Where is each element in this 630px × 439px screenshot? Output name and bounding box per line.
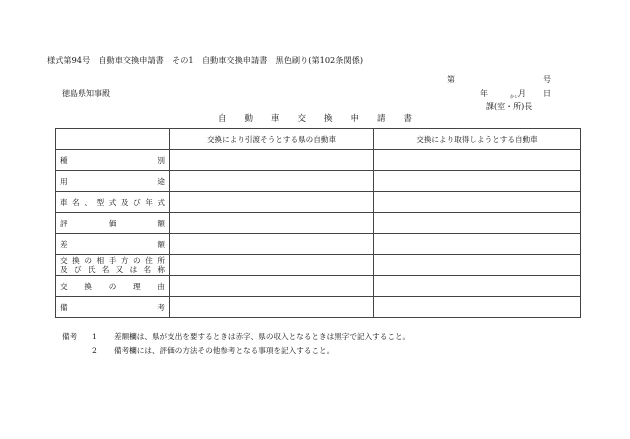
row-label-model: 車名、型式及び年式	[56, 192, 170, 213]
row-label-difference: 差額	[56, 234, 170, 255]
input-cell-acquire[interactable]	[374, 213, 581, 234]
input-cell-transfer[interactable]	[170, 150, 374, 171]
input-cell-transfer[interactable]	[170, 234, 374, 255]
input-cell-acquire[interactable]	[374, 276, 581, 297]
document-title: 自動車交換申請書	[218, 114, 431, 124]
header-vehicle-to-acquire: 交換により取得しようとする自動車	[374, 129, 581, 150]
table-header-row	[56, 129, 581, 150]
counterparty-label-line1: 交換の相手方の住所	[60, 256, 165, 265]
month-label: 月	[518, 89, 526, 98]
input-cell-acquire[interactable]	[374, 255, 581, 276]
form-header-line: 様式第94号 自動車交換申請書 その1 自動車交換申請書 黒色刷り(第102条関係)	[47, 55, 364, 65]
row-label-counterparty	[56, 255, 170, 276]
table-row	[56, 234, 581, 255]
table-row	[56, 297, 581, 318]
sender-title: 課(室・所)長	[486, 102, 533, 111]
table-row	[56, 150, 581, 171]
input-cell-transfer[interactable]	[170, 297, 374, 318]
input-cell-transfer[interactable]	[170, 213, 374, 234]
row-label-usage: 用途	[56, 171, 170, 192]
year-label: 年	[480, 89, 488, 98]
notes-section	[62, 330, 410, 358]
row-label-remarks: 備考	[56, 297, 170, 318]
table-row	[56, 276, 581, 297]
table-row	[56, 213, 581, 234]
header-vehicle-to-transfer: 交換により引渡そうとする県の自動車	[170, 129, 374, 150]
addressee: 徳島県知事殿	[62, 89, 110, 98]
input-cell-acquire[interactable]	[374, 150, 581, 171]
input-cell-transfer[interactable]	[170, 192, 374, 213]
note-item	[62, 344, 410, 358]
ruby-annotation: かい	[510, 95, 519, 100]
application-form-table	[55, 128, 581, 318]
number-suffix-label: 号	[543, 75, 551, 84]
table-row	[56, 192, 581, 213]
row-label-valuation: 評価額	[56, 213, 170, 234]
note-number: 1	[92, 332, 97, 341]
note-number: 2	[92, 346, 97, 355]
header-blank-cell	[56, 129, 170, 150]
input-cell-transfer[interactable]	[170, 255, 374, 276]
table-row	[56, 171, 581, 192]
note-text: 備考欄には、評価の方法その他参考となる事項を記入すること。	[114, 346, 335, 355]
row-label-type: 種別	[56, 150, 170, 171]
input-cell-acquire[interactable]	[374, 297, 581, 318]
input-cell-transfer[interactable]	[170, 276, 374, 297]
number-label: 第	[447, 75, 455, 84]
notes-heading: 備考	[62, 332, 78, 341]
day-label: 日	[543, 89, 551, 98]
note-text: 差額欄は、県が支出を要するときは赤字、県の収入となるときは黒字で記入すること。	[114, 332, 411, 341]
note-item	[62, 330, 410, 344]
input-cell-acquire[interactable]	[374, 171, 581, 192]
input-cell-acquire[interactable]	[374, 192, 581, 213]
row-label-reason: 交換の理由	[56, 276, 170, 297]
input-cell-transfer[interactable]	[170, 171, 374, 192]
counterparty-label-line2: 及び氏名又は名称	[60, 265, 165, 274]
table-row	[56, 255, 581, 276]
input-cell-acquire[interactable]	[374, 234, 581, 255]
